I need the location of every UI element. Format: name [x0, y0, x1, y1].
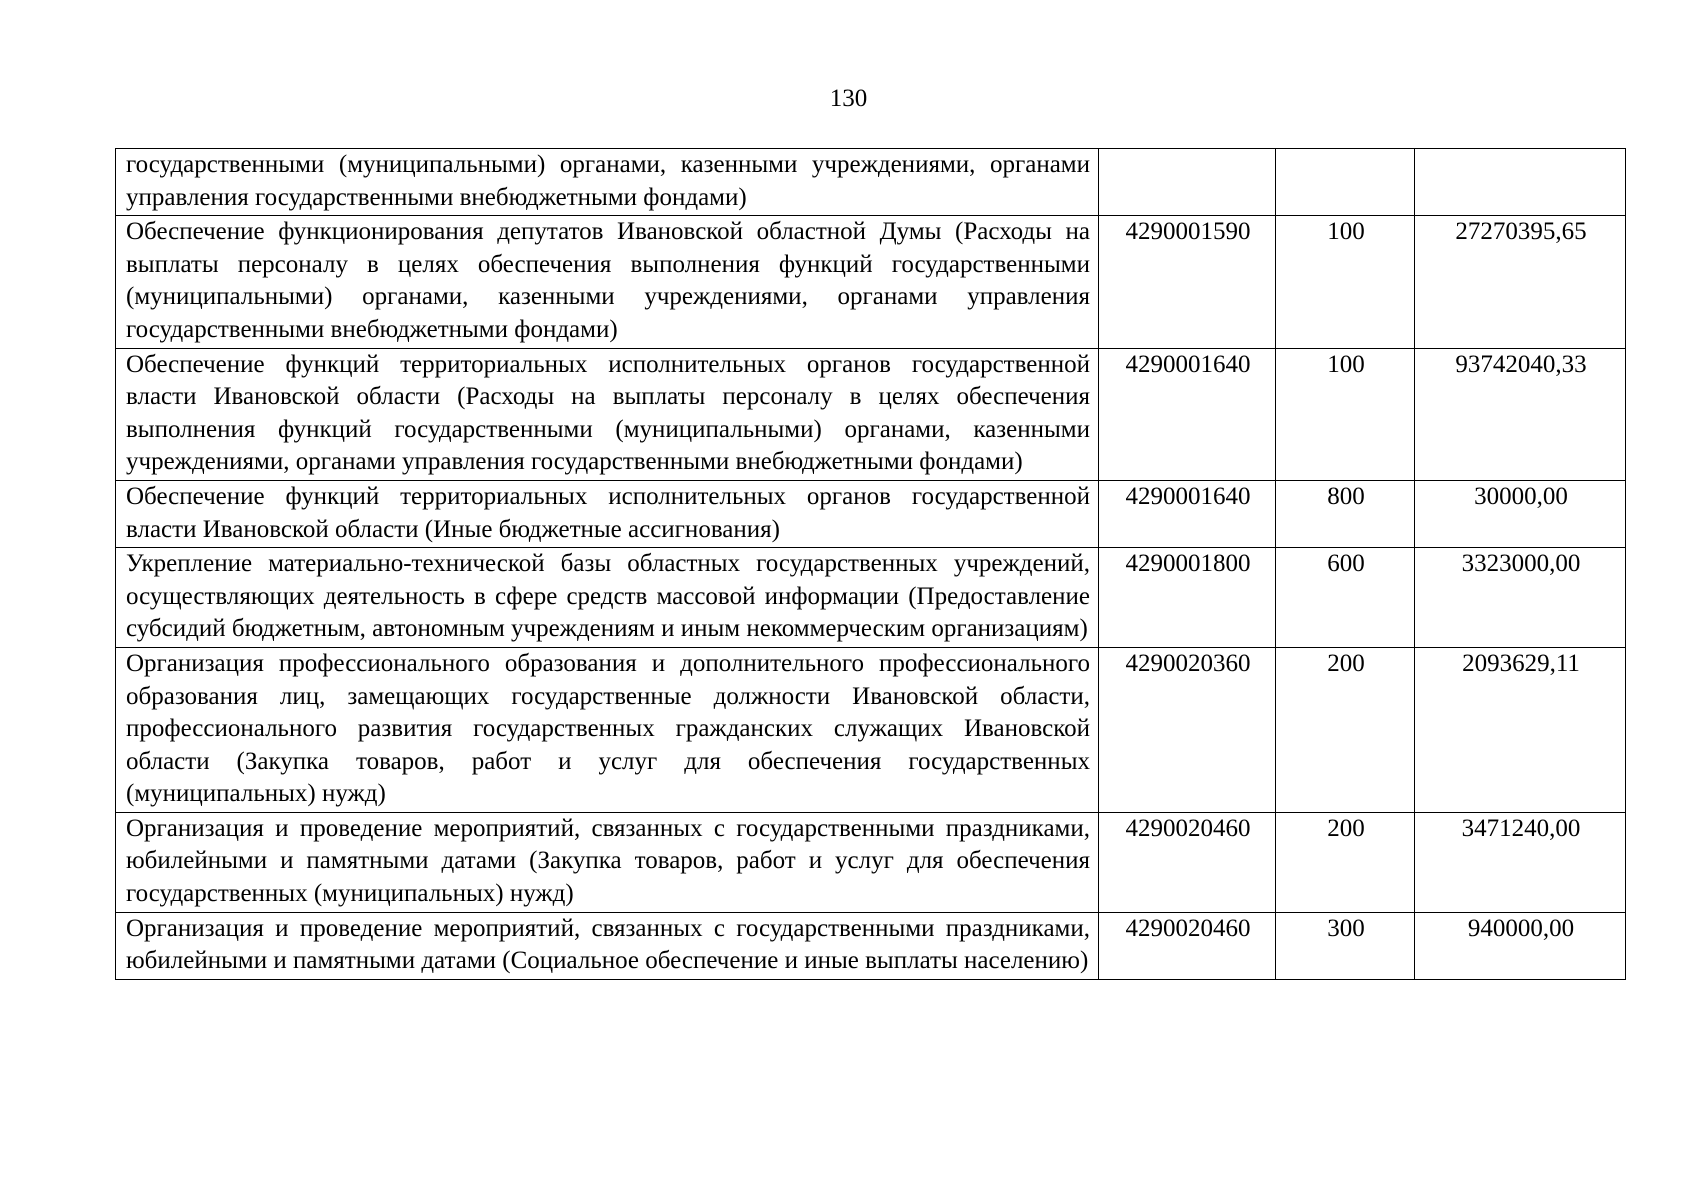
budget-table [115, 148, 1626, 980]
table-row [116, 812, 1626, 912]
table-row [116, 149, 1626, 216]
row-target-code: 4290001640 [1099, 480, 1276, 547]
row-amount: 3471240,00 [1415, 812, 1626, 912]
budget-table-body [116, 149, 1626, 980]
row-description: государственными (муниципальными) органами, казенными учреждениями, органами управления государственными внебюджетными фондами) [116, 149, 1099, 216]
row-amount: 27270395,65 [1415, 216, 1626, 348]
row-description: Организация и проведение мероприятий, связанных с государственными праздниками, юбилейными и памятными датами (Социальное обеспечение и иные выплаты населению) [116, 912, 1099, 979]
row-description: Организация и проведение мероприятий, связанных с государственными праздниками, юбилейными и памятными датами (Закупка товаров, работ и услуг для обеспечения государственных (муниципальных) нужд) [116, 812, 1099, 912]
row-description: Укрепление материально-технической базы областных государственных учреждений, осуществляющих деятельность в сфере средств массовой информации (Предоставление субсидий бюджетным, автономным учреждениям и иным некоммерческим организациям) [116, 548, 1099, 648]
row-amount: 940000,00 [1415, 912, 1626, 979]
row-description: Обеспечение функционирования депутатов Ивановской областной Думы (Расходы на выплаты персоналу в целях обеспечения выполнения функций государственными (муниципальными) органами, казенными учреждениями, органами управления государственными внебюджетными фондами) [116, 216, 1099, 348]
row-expense-type: 800 [1276, 480, 1415, 547]
row-target-code: 4290020460 [1099, 912, 1276, 979]
row-expense-type: 100 [1276, 216, 1415, 348]
row-amount [1415, 149, 1626, 216]
row-amount: 30000,00 [1415, 480, 1626, 547]
page-number: 130 [829, 85, 868, 112]
row-expense-type: 600 [1276, 548, 1415, 648]
table-row [116, 216, 1626, 348]
row-amount: 2093629,11 [1415, 647, 1626, 812]
table-row [116, 548, 1626, 648]
table-row [116, 480, 1626, 547]
table-row [116, 912, 1626, 979]
row-target-code: 4290001800 [1099, 548, 1276, 648]
row-target-code: 4290001640 [1099, 348, 1276, 480]
row-description: Обеспечение функций территориальных исполнительных органов государственной власти Ивановской области (Расходы на выплаты персоналу в целях обеспечения выполнения функций государственными (муниципальными) органами, казенными учреждениями, органами управления государственными внебюджетными фондами) [116, 348, 1099, 480]
row-expense-type: 300 [1276, 912, 1415, 979]
row-target-code: 4290020460 [1099, 812, 1276, 912]
row-description: Организация профессионального образования и дополнительного профессионального образования лиц, замещающих государственные должности Ивановской области, профессионального развития государственных гражданских служащих Ивановской области (Закупка товаров, работ и услуг для обеспечения государственных (муниципальных) нужд) [116, 647, 1099, 812]
row-amount: 93742040,33 [1415, 348, 1626, 480]
row-expense-type: 100 [1276, 348, 1415, 480]
row-target-code [1099, 149, 1276, 216]
table-row [116, 647, 1626, 812]
row-expense-type: 200 [1276, 647, 1415, 812]
table-row [116, 348, 1626, 480]
row-expense-type: 200 [1276, 812, 1415, 912]
row-amount: 3323000,00 [1415, 548, 1626, 648]
row-expense-type [1276, 149, 1415, 216]
row-target-code: 4290001590 [1099, 216, 1276, 348]
row-target-code: 4290020360 [1099, 647, 1276, 812]
row-description: Обеспечение функций территориальных исполнительных органов государственной власти Ивановской области (Иные бюджетные ассигнования) [116, 480, 1099, 547]
